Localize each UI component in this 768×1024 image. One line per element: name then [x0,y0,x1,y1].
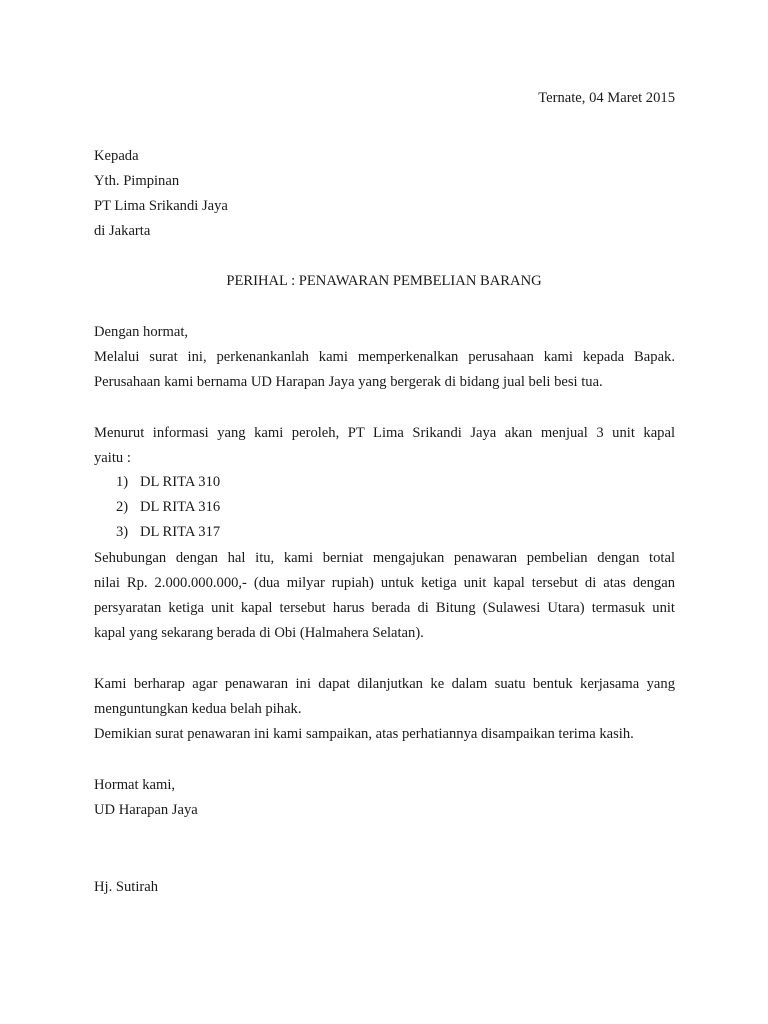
ship-name: DL RITA 316 [140,499,221,515]
signer-name: Hj. Sutirah [94,879,159,895]
ship-number: 3) [116,524,129,540]
info-line-2: yaitu : [94,450,131,466]
ship-name: DL RITA 310 [140,474,221,490]
ship-number: 1) [116,474,129,490]
intro-line-1: Melalui surat ini, perkenankanlah kami memperkenalkan perusahaan kami kepada Bapak. [94,349,675,365]
recipient-line-2: Yth. Pimpinan [94,173,180,189]
offer-line-4: kapal yang sekarang berada di Obi (Halmahera Selatan). [94,625,424,641]
letter-subject: PERIHAL : PENAWARAN PEMBELIAN BARANG [226,273,542,289]
hope-line-1: Kami berharap agar penawaran ini dapat dilanjutkan ke dalam suatu bentuk kerjasama yang [94,676,675,692]
greeting: Dengan hormat, [94,324,189,340]
hope-line-2: menguntungkan kedua belah pihak. [94,701,302,717]
recipient-line-1: Kepada [94,148,139,164]
letter-date: Ternate, 04 Maret 2015 [538,90,675,106]
ship-number: 2) [116,499,129,515]
recipient-line-3: PT Lima Srikandi Jaya [94,198,228,214]
offer-line-2: nilai Rp. 2.000.000.000,- (dua milyar rupiah) untuk ketiga unit kapal tersebut di atas dengan [94,575,675,591]
offer-line-3: persyaratan ketiga unit kapal tersebut harus berada di Bitung (Sulawesi Utara) termasuk unit [94,600,675,616]
closing-statement: Demikian surat penawaran ini kami sampaikan, atas perhatiannya disampaikan terima kasih. [94,726,634,742]
ship-name: DL RITA 317 [140,524,221,540]
intro-line-2: Perusahaan kami bernama UD Harapan Jaya yang bergerak di bidang jual beli besi tua. [94,374,603,390]
recipient-line-4: di Jakarta [94,223,151,239]
signoff-line-1: Hormat kami, [94,777,176,793]
offer-line-1: Sehubungan dengan hal itu, kami berniat mengajukan penawaran pembelian dengan total [94,550,675,566]
info-line-1: Menurut informasi yang kami peroleh, PT Lima Srikandi Jaya akan menjual 3 unit kapal [94,425,675,441]
signoff-line-2: UD Harapan Jaya [94,802,198,818]
